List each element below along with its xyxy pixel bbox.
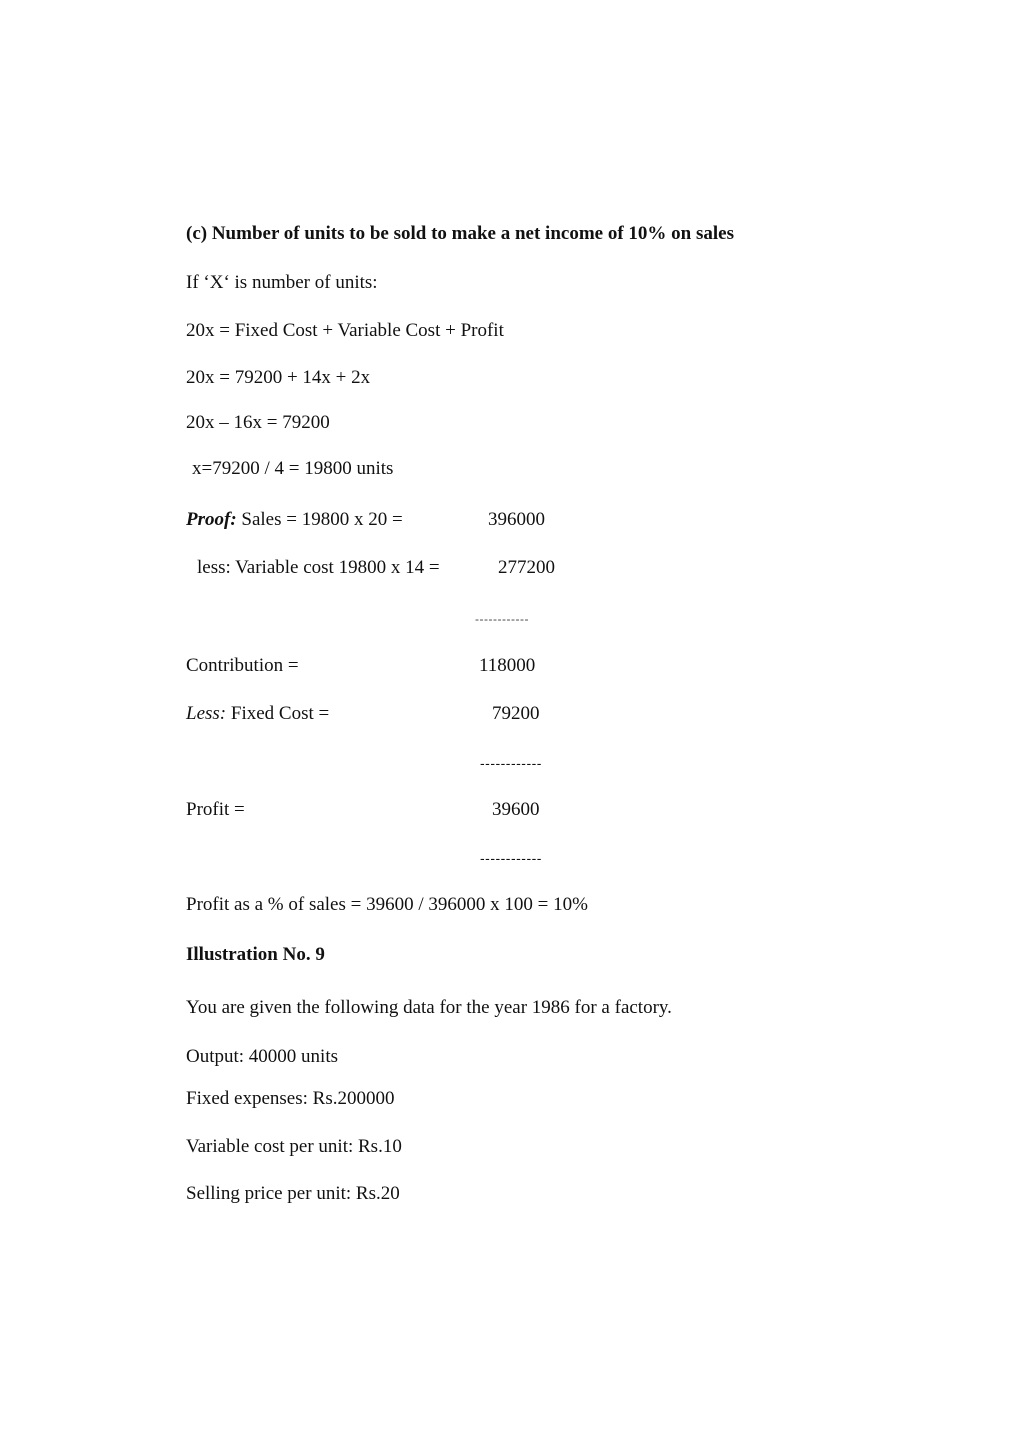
contribution-text: Contribution = bbox=[186, 655, 299, 676]
equation-2: 20x = 79200 + 14x + 2x bbox=[186, 367, 371, 388]
rule-2: ------------ bbox=[480, 755, 542, 771]
proof-sales-line bbox=[186, 508, 403, 532]
heading-c: (c) Number of units to be sold to make a net income of 10% on sales bbox=[186, 223, 734, 244]
illustration-fixed: Fixed expenses: Rs.200000 bbox=[186, 1088, 395, 1109]
proof-sales-text: Sales = 19800 x 20 = bbox=[236, 509, 403, 530]
profit-text: Profit = bbox=[186, 799, 245, 820]
illustration-variable: Variable cost per unit: Rs.10 bbox=[186, 1136, 402, 1157]
if-line: If ‘X‘ is number of units: bbox=[186, 272, 378, 293]
illustration-selling: Selling price per unit: Rs.20 bbox=[186, 1183, 400, 1204]
fixed-cost-text: Fixed Cost = bbox=[226, 703, 330, 724]
proof-sales-value: 396000 bbox=[488, 509, 545, 530]
proof-variable-value: 277200 bbox=[498, 557, 555, 578]
illustration-title: Illustration No. 9 bbox=[186, 944, 325, 965]
less-label: Less: bbox=[186, 703, 227, 724]
rule-3: ------------ bbox=[480, 850, 542, 866]
illustration-intro: You are given the following data for the year 1986 for a factory. bbox=[186, 997, 672, 1018]
equation-3: 20x – 16x = 79200 bbox=[186, 412, 330, 433]
fixed-cost-value: 79200 bbox=[492, 703, 540, 724]
equation-1: 20x = Fixed Cost + Variable Cost + Profit bbox=[186, 320, 504, 341]
proof-variable-text: less: Variable cost 19800 x 14 = bbox=[197, 557, 440, 578]
equation-4: x=79200 / 4 = 19800 units bbox=[192, 458, 394, 479]
profit-value: 39600 bbox=[492, 799, 540, 820]
illustration-output: Output: 40000 units bbox=[186, 1046, 339, 1067]
rule-1: ------------ bbox=[475, 612, 529, 626]
contribution-value: 118000 bbox=[479, 655, 536, 676]
fixed-cost-line bbox=[186, 702, 329, 726]
proof-label: Proof: bbox=[186, 509, 237, 530]
profit-percentage: Profit as a % of sales = 39600 / 396000 x 100 = 10% bbox=[186, 894, 588, 915]
